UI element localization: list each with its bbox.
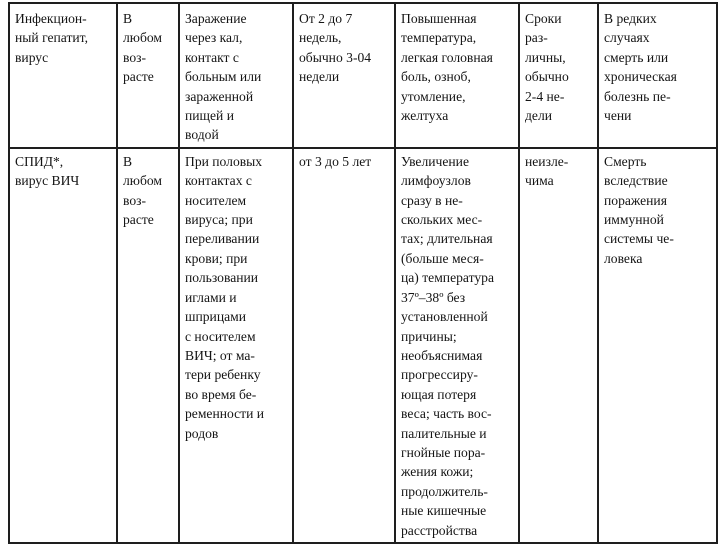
cell-symptoms: Повышенная температура, легкая головная боль, озноб, утомление, желтуха (395, 3, 519, 148)
cell-duration: неизле- чима (519, 148, 598, 543)
disease-table-container (8, 2, 716, 538)
cell-transmission: Заражение через кал, контакт с больным или зараженной пищей и водой (179, 3, 293, 148)
cell-incubation: От 2 до 7 недель, обычно 3-04 недели (293, 3, 395, 148)
cell-outcome: Смерть вследствие поражения иммунной системы че- ловека (598, 148, 717, 543)
table-row-hepatitis (9, 3, 717, 148)
cell-disease: Инфекцион- ный гепатит, вирус (9, 3, 117, 148)
cell-incubation: от 3 до 5 лет (293, 148, 395, 543)
cell-age: В любом воз- расте (117, 148, 179, 543)
disease-table (8, 2, 718, 544)
cell-symptoms: Увеличение лимфоузлов сразу в не- скольких мес- тах; длительная (больше меся- ца) температура 37º–38º без установленной причины; необъяснимая прогрессиру- ющая потеря веса; часть вос- палительные и гнойные пора- жения кожи; продолжитель- ные кишечные расстройства (395, 148, 519, 543)
cell-duration: Сроки раз- личны, обычно 2-4 не- дели (519, 3, 598, 148)
cell-transmission: При половых контактах с носителем вируса; при переливании крови; при пользовании иглами и шприцами с носителем ВИЧ; от ма- тери ребенку во время бе- ременности и родов (179, 148, 293, 543)
cell-age: В любом воз- расте (117, 3, 179, 148)
table-row-aids (9, 148, 717, 543)
cell-disease: СПИД*, вирус ВИЧ (9, 148, 117, 543)
cell-outcome: В редких случаях смерть или хроническая болезнь пе- чени (598, 3, 717, 148)
